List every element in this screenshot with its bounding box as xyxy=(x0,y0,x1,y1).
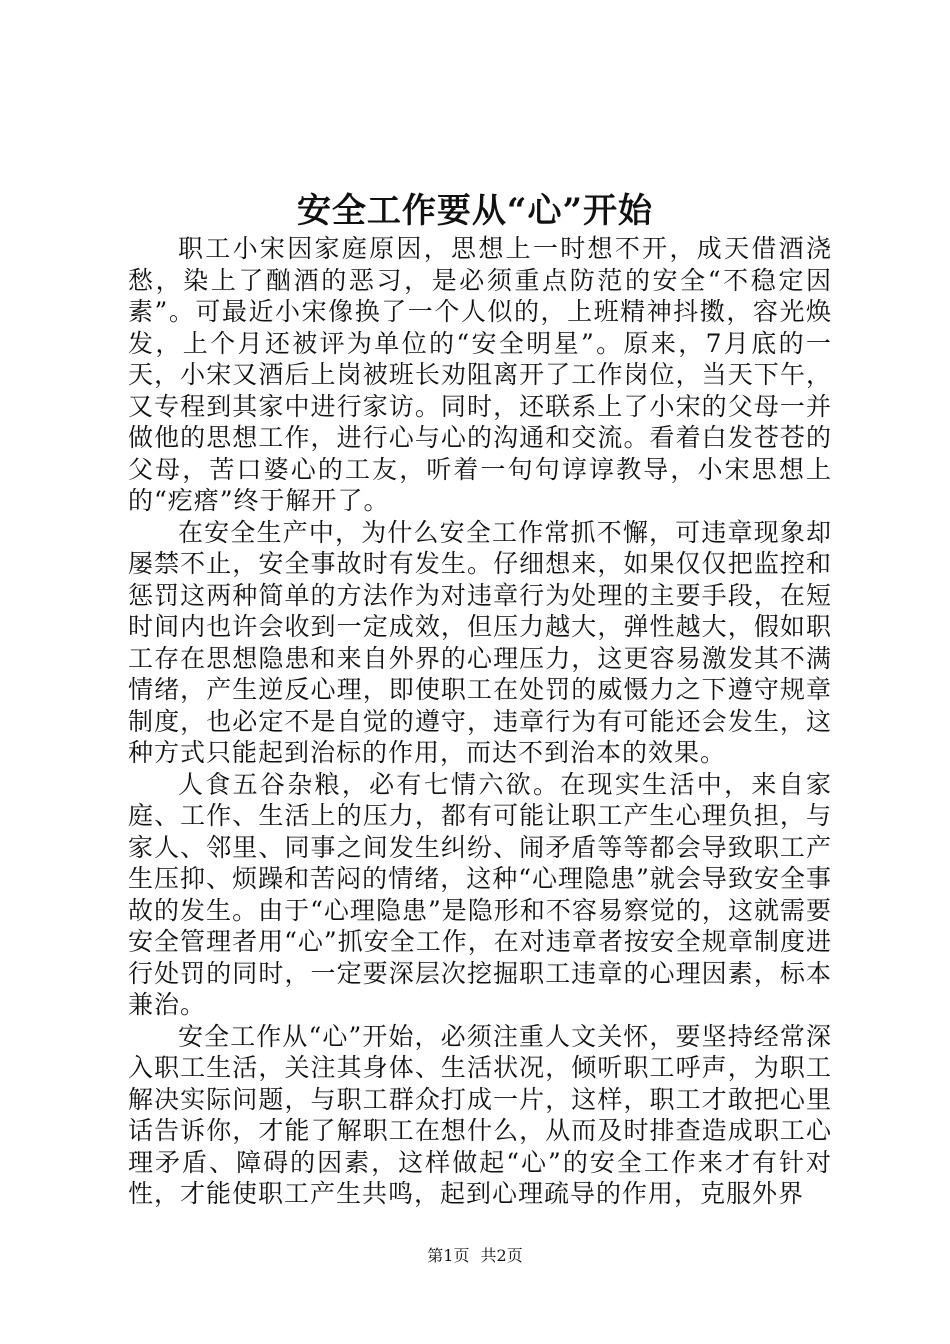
document-body xyxy=(128,233,832,1210)
document-title: 安全工作要从“心”开始 xyxy=(296,191,654,231)
paragraph-1: 职工小宋因家庭原因，思想上一时想不开，成天借酒浇愁，染上了酗酒的恶习，是必须重点防范的安全“不稳定因素”。可最近小宋像换了一个人似的，上班精神抖擞，容光焕发，上个月还被评为单位的“安全明星”。原来，7月底的一天，小宋又酒后上岗被班长劝阻离开了工作岗位，当天下午，又专程到其家中进行家访。同时，还联系上了小宋的父母一并做他的思想工作，进行心与心的沟通和交流。看着白发苍苍的父母，苦口婆心的工友，听着一句句谆谆教导，小宋思想上的“疙瘩”终于解开了。 xyxy=(128,234,832,515)
paragraph-4: 安全工作从“心”开始，必须注重人文关怀，要坚持经常深入职工生活，关注其身体、生活状况，倾听职工呼声，为职工解决实际问题，与职工群众打成一片，这样，职工才敢把心里话告诉你，才能了解职工在想什么，从而及时排查造成职工心理矛盾、障碍的因素，这样做起“心”的安全工作来才有针对性，才能使职工产生共鸣，起到心理疏导的作用，克服外界 xyxy=(128,1021,832,1208)
page-number-current: 第1页 xyxy=(427,1246,470,1265)
paragraph-2: 在安全生产中，为什么安全工作常抓不懈，可违章现象却屡禁不止，安全事故时有发生。仔细想来，如果仅仅把监控和惩罚这两种简单的方法作为对违章行为处理的主要手段，在短时间内也许会收到一定成效，但压力越大，弹性越大，假如职工存在思想隐患和来自外界的心理压力，这更容易激发其不满情绪，产生逆反心理，即使职工在处罚的威慑力之下遵守规章制度，也必定不是自觉的遵守，违章行为有可能还会发生，这种方式只能起到治标的作用，而达不到治本的效果。 xyxy=(128,517,832,767)
page-number-total: 共2页 xyxy=(480,1246,523,1265)
paragraph-3: 人食五谷杂粮，必有七情六欲。在现实生活中，来自家庭、工作、生活上的压力，都有可能让职工产生心理负担，与家人、邻里、同事之间发生纠纷、闹矛盾等等都会导致职工产生压抑、烦躁和苦闷的情绪，这种“心理隐患”就会导致安全事故的发生。由于“心理隐患”是隐形和不容易察觉的，这就需要安全管理者用“心”抓安全工作，在对违章者按安全规章制度进行处罚的同时，一定要深层次挖掘职工违章的心理因素，标本兼治。 xyxy=(128,769,832,1019)
page-footer xyxy=(0,1244,950,1268)
